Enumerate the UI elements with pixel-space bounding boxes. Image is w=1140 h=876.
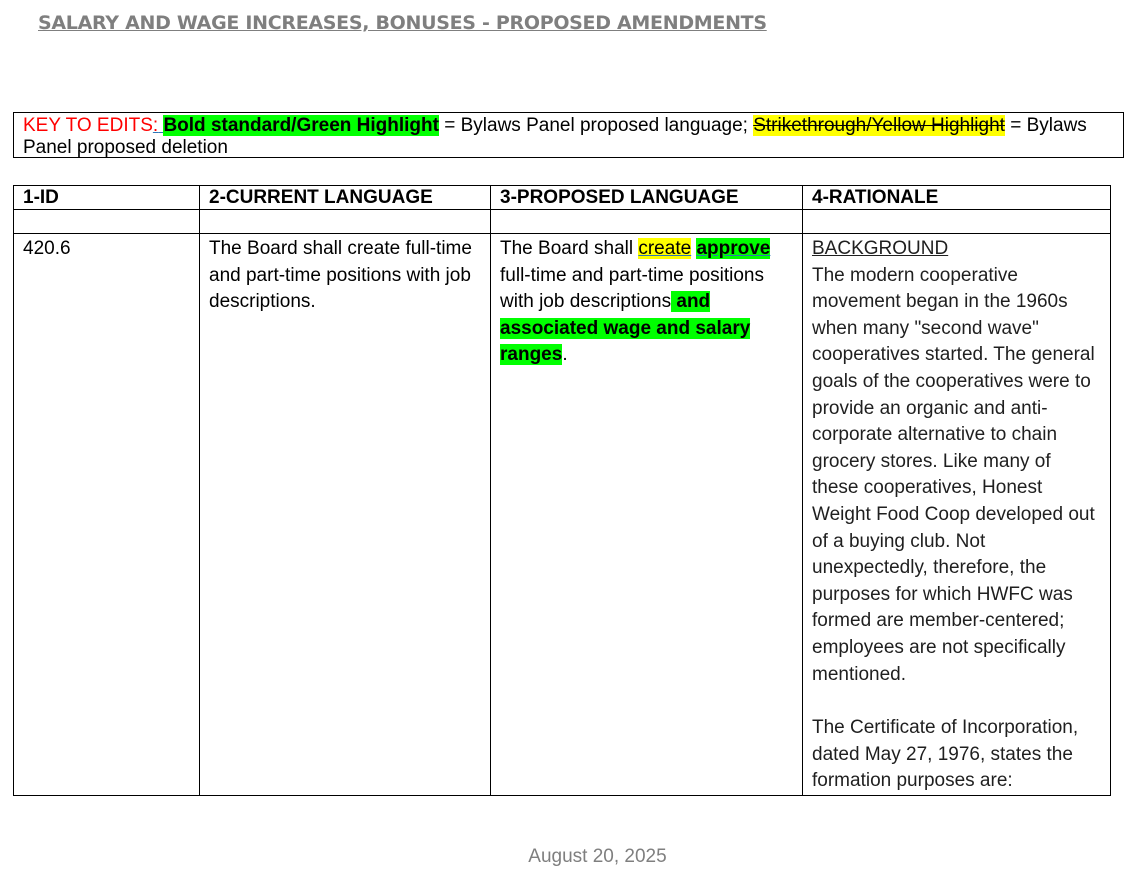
key-strike-yellow: Strikethrough/Yellow Highlight	[753, 115, 1005, 136]
key-colon: :	[152, 115, 159, 136]
key-bold-green: Bold standard/Green Highlight	[163, 115, 439, 136]
header-rationale: 4-RATIONALE	[803, 186, 1111, 210]
rationale-paragraph-1: The modern cooperative movement began in the 1960s when many "second wave" cooperatives started. The general goals of the cooperatives were to provide an organic and anti-corporate alternative to chain grocery stores. Like many of these cooperatives, Honest Weight Food Coop developed out of a buying club. Not unexpectedly, therefore, the purposes for which HWFC was formed are member-centered; employees are not specifically mentioned.	[812, 264, 1095, 685]
key-equals-deletion: = Bylaws Panel proposed deletion	[23, 115, 1087, 158]
key-label: KEY TO EDITS	[23, 115, 153, 136]
proposed-text-2: full-time and part-time positions with job descriptions	[500, 264, 764, 313]
cell-id: 420.6	[14, 234, 200, 796]
proposed-text-3: .	[562, 344, 568, 366]
proposed-text-1: The Board shall	[500, 238, 639, 259]
table-row	[14, 234, 1111, 796]
footer-date: August 20, 2025	[528, 846, 667, 867]
cell-proposed-language	[491, 234, 803, 796]
edit-key-box	[13, 112, 1124, 158]
rationale-heading: BACKGROUND	[812, 238, 949, 259]
empty-row	[14, 210, 1111, 234]
header-proposed-language: 3-PROPOSED LANGUAGE	[491, 186, 803, 210]
proposed-added-text-2: and associated wage and salary ranges	[500, 291, 751, 366]
proposed-deleted-text: create	[638, 238, 692, 259]
cell-rationale	[803, 234, 1111, 796]
cell-current-language: The Board shall create full-time and part-time positions with job descriptions.	[200, 234, 491, 796]
key-equals-proposed: = Bylaws Panel proposed language;	[438, 115, 754, 136]
header-current-language: 2-CURRENT LANGUAGE	[200, 186, 491, 210]
rationale-paragraph-2: The Certificate of Incorporation, dated May 27, 1976, states the formation purposes are:	[812, 717, 1079, 792]
table-header-row	[14, 186, 1111, 210]
document-title: SALARY AND WAGE INCREASES, BONUSES - PROPOSED AMENDMENTS	[38, 12, 767, 34]
proposed-added-text-1: approve	[696, 238, 771, 259]
header-id: 1-ID	[14, 186, 200, 210]
amendments-table	[13, 185, 1111, 796]
